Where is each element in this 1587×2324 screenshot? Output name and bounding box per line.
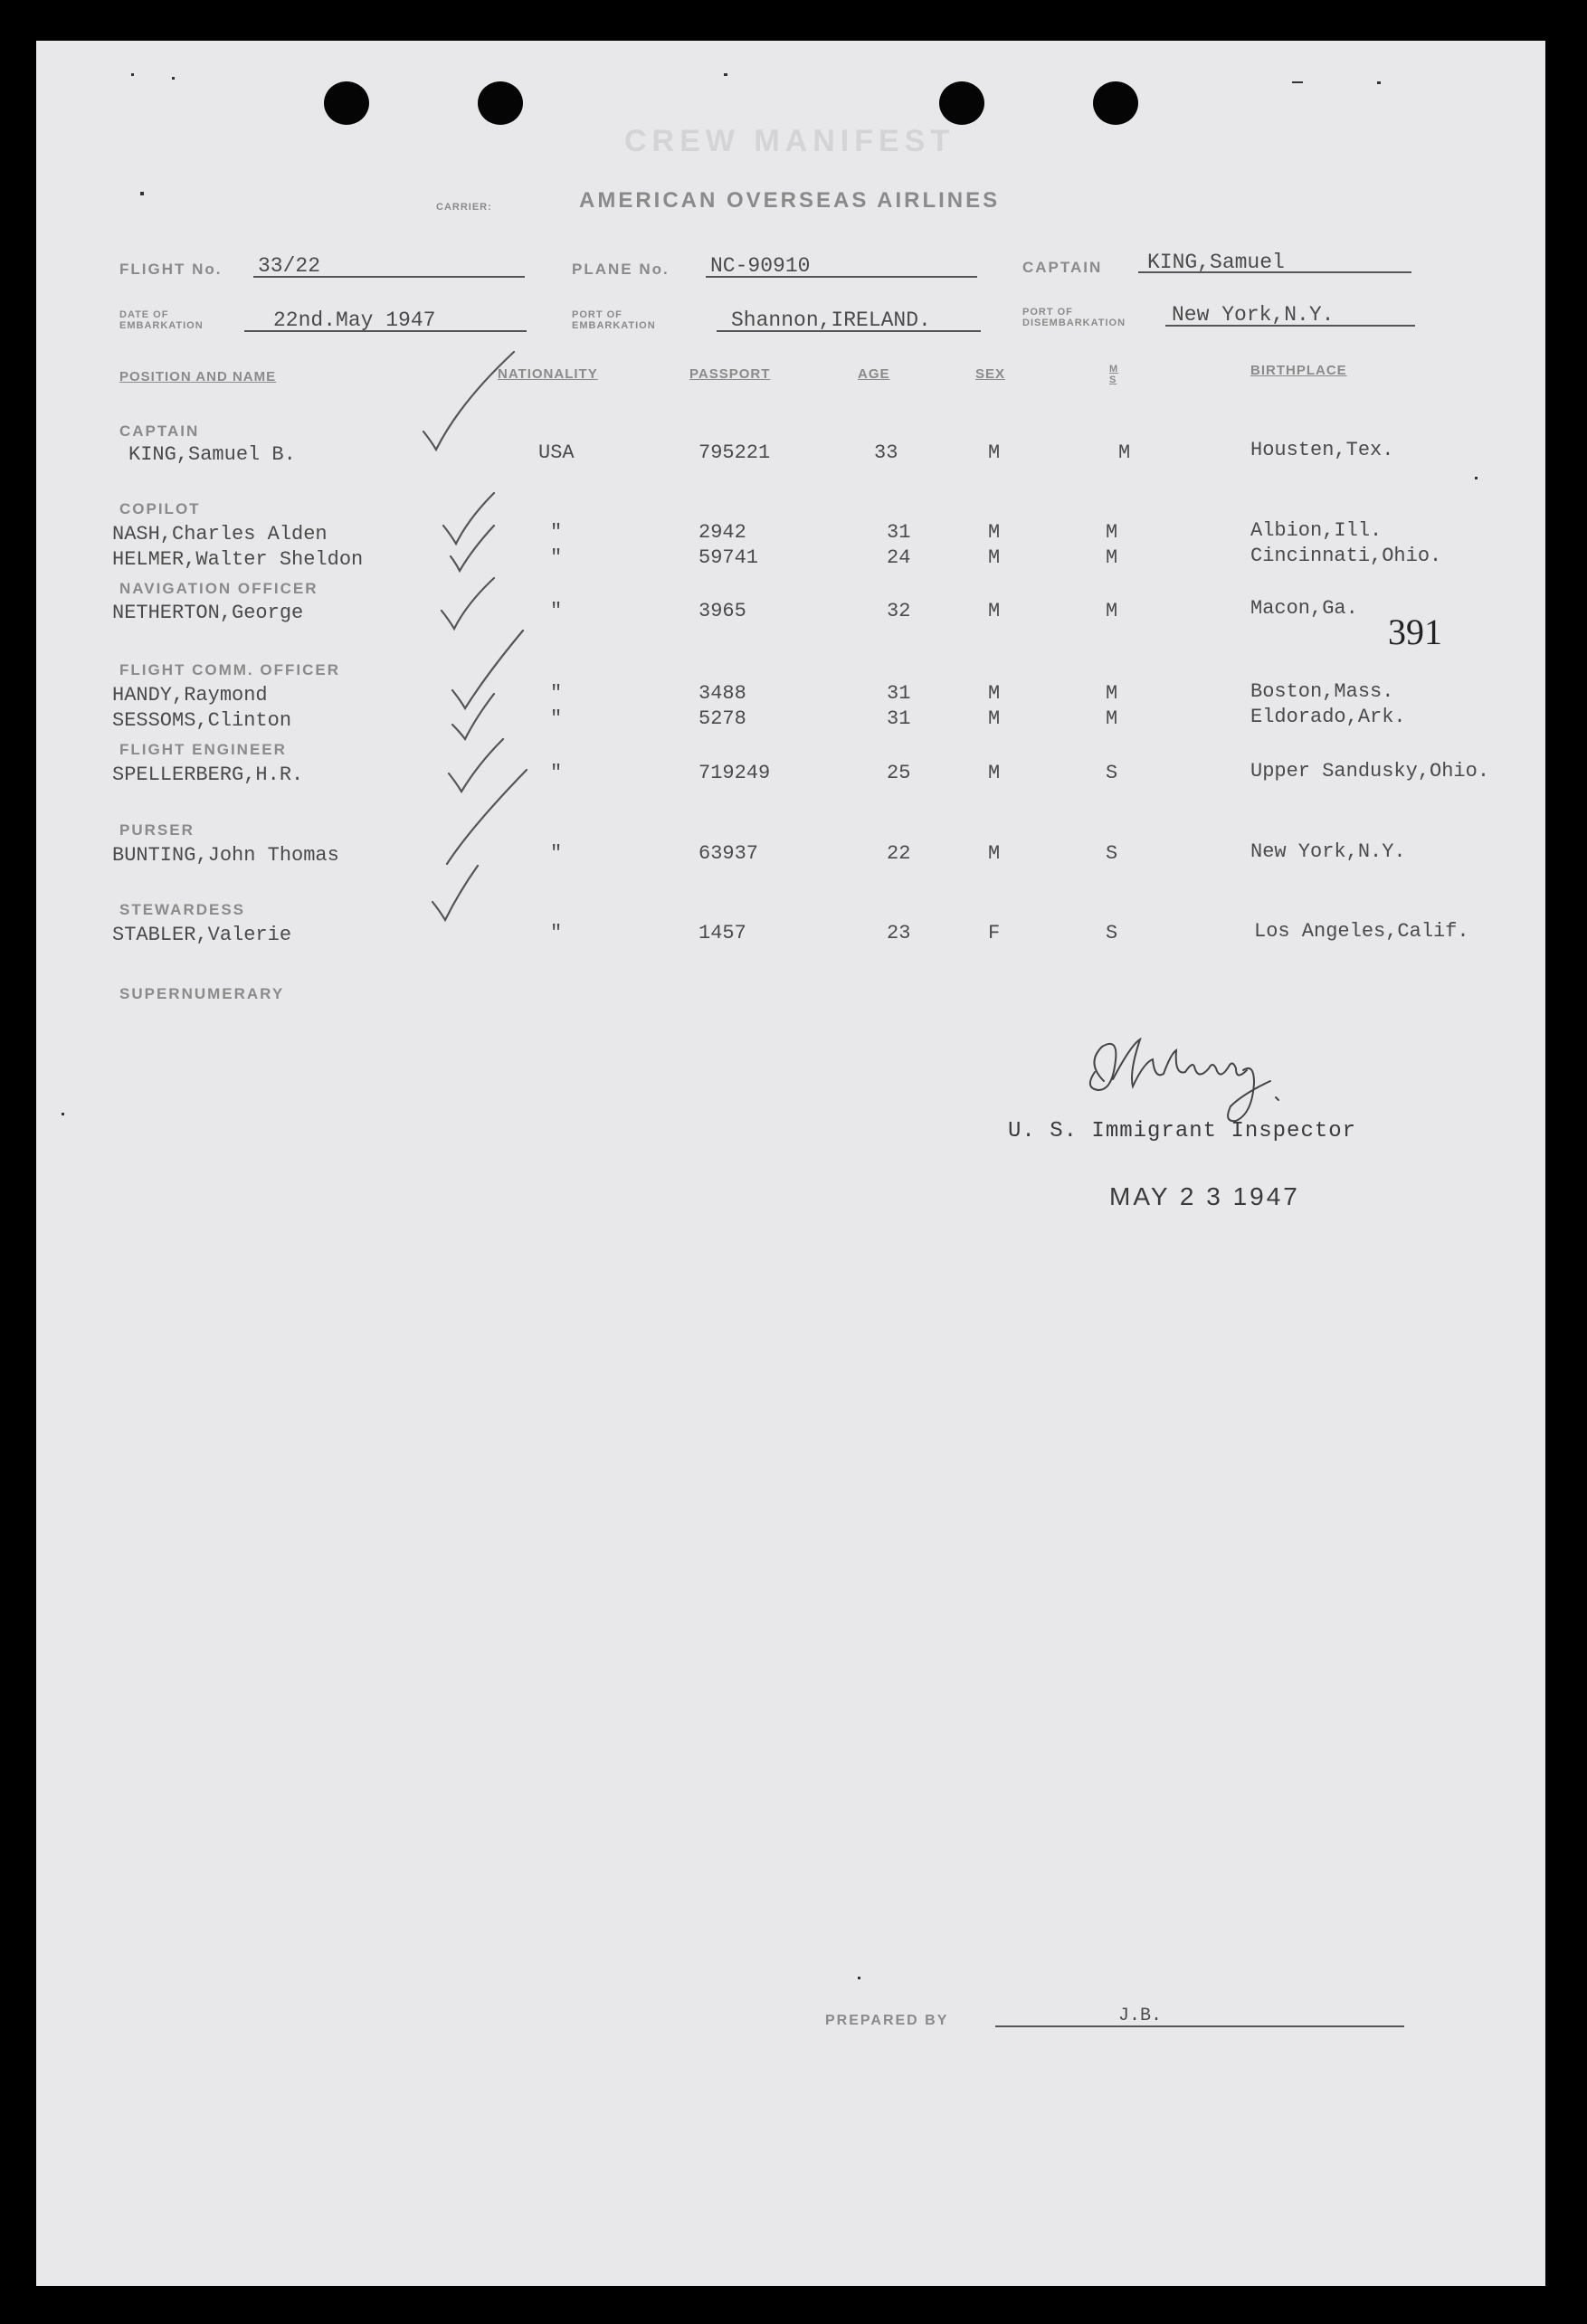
crew-marital-status: S xyxy=(1106,762,1118,784)
captain-underline xyxy=(1138,271,1411,273)
position-navigation-officer: NAVIGATION OFFICER xyxy=(119,580,318,597)
crew-birthplace: Eldorado,Ark. xyxy=(1250,706,1406,728)
crew-age: 31 xyxy=(887,521,911,544)
col-birthplace-header: BIRTHPLACE xyxy=(1250,363,1347,378)
crew-birthplace: Boston,Mass. xyxy=(1250,680,1394,703)
crew-marital-status: M xyxy=(1106,600,1118,622)
position-supernumerary: SUPERNUMERARY xyxy=(119,985,285,1002)
crew-marital-status: S xyxy=(1106,922,1118,944)
crew-nationality: " xyxy=(550,842,563,865)
prepared-by-underline xyxy=(995,2025,1404,2027)
date-value: 22nd.May 1947 xyxy=(273,308,436,332)
check-mark-icon xyxy=(432,866,478,920)
col-ms-header xyxy=(1109,364,1118,385)
crew-nationality: " xyxy=(550,521,563,544)
crew-passport: 719249 xyxy=(698,762,771,784)
crew-name: NETHERTON,George xyxy=(112,602,304,624)
crew-name: SPELLERBERG,H.R. xyxy=(112,764,304,786)
date-underline xyxy=(244,330,527,332)
speck xyxy=(1475,477,1478,479)
col-age-header: AGE xyxy=(858,366,890,382)
port-embarkation-underline xyxy=(717,330,981,332)
crew-age: 23 xyxy=(887,922,911,944)
prepared-by-value: J.B. xyxy=(1118,2006,1163,2026)
crew-nationality: " xyxy=(550,707,563,730)
crew-age: 22 xyxy=(887,842,911,865)
crew-marital-status: M xyxy=(1118,441,1131,464)
crew-nationality: " xyxy=(550,546,563,569)
crew-nationality: " xyxy=(550,600,563,622)
position-stewardess: STEWARDESS xyxy=(119,901,246,918)
nationality-checkmarks xyxy=(416,348,561,1000)
speck xyxy=(724,73,727,76)
check-mark-icon xyxy=(451,526,494,571)
port-disembarkation-label-line-1: PORT OF xyxy=(1022,307,1073,318)
crew-marital-status: S xyxy=(1106,842,1118,865)
crew-passport: 795221 xyxy=(698,441,771,464)
crew-marital-status: M xyxy=(1106,546,1118,569)
port-disembarkation-label-line-2: DISEMBARKATION xyxy=(1022,318,1126,328)
crew-sex: F xyxy=(988,922,1001,944)
captain-label: CAPTAIN xyxy=(1022,259,1103,276)
crew-nationality: " xyxy=(550,762,563,784)
manifest-title: CREW MANIFEST xyxy=(624,124,955,158)
crew-birthplace: New York,N.Y. xyxy=(1250,840,1406,863)
crew-age: 33 xyxy=(874,441,898,464)
crew-sex: M xyxy=(988,521,1001,544)
crew-name: HANDY,Raymond xyxy=(112,684,268,707)
crew-passport: 59741 xyxy=(698,546,759,569)
crew-marital-status: M xyxy=(1106,707,1118,730)
crew-nationality: " xyxy=(550,682,563,705)
crew-sex: M xyxy=(988,600,1001,622)
position-purser: PURSER xyxy=(119,821,195,839)
crew-name: KING,Samuel B. xyxy=(128,443,296,466)
position-copilot: COPILOT xyxy=(119,500,201,517)
crew-name: BUNTING,John Thomas xyxy=(112,844,339,867)
port-disembarkation-value: New York,N.Y. xyxy=(1172,303,1335,327)
check-mark-icon xyxy=(442,578,494,629)
date-label-line-2: EMBARKATION xyxy=(119,320,204,331)
position-flight-comm-officer: FLIGHT COMM. OFFICER xyxy=(119,661,340,678)
crew-name: SESSOMS,Clinton xyxy=(112,709,292,732)
crew-sex: M xyxy=(988,762,1001,784)
speck xyxy=(858,1977,860,1979)
port-embarkation-label xyxy=(572,309,656,331)
crew-marital-status: M xyxy=(1106,521,1118,544)
speck xyxy=(131,73,134,76)
crew-name: STABLER,Valerie xyxy=(112,924,292,946)
col-ms-header-line-1: M xyxy=(1109,364,1119,375)
flight-label: FLIGHT No. xyxy=(119,261,223,278)
date-label-line-1: DATE OF xyxy=(119,309,169,320)
position-captain: CAPTAIN xyxy=(119,422,200,440)
col-ms-header-line-2: S xyxy=(1109,375,1117,385)
crew-birthplace: Albion,Ill. xyxy=(1250,519,1383,542)
manifest-page xyxy=(36,41,1545,2286)
crew-birthplace: Cincinnati,Ohio. xyxy=(1250,545,1442,567)
flight-value: 33/22 xyxy=(258,254,321,278)
crew-sex: M xyxy=(988,842,1001,865)
crew-nationality: " xyxy=(550,922,563,944)
check-mark-icon xyxy=(447,770,527,864)
port-embarkation-label-line-1: PORT OF xyxy=(572,309,622,320)
speck xyxy=(140,192,144,195)
col-nationality-header: NATIONALITY xyxy=(498,366,598,382)
crew-passport: 3965 xyxy=(698,600,746,622)
punch-hole-2 xyxy=(478,81,523,125)
port-disembarkation-label xyxy=(1022,307,1126,328)
port-embarkation-value: Shannon,IRELAND. xyxy=(731,308,931,332)
col-position-header: POSITION AND NAME xyxy=(119,369,277,384)
col-passport-header: PASSPORT xyxy=(689,366,771,382)
check-mark-icon xyxy=(443,493,494,544)
crew-age: 24 xyxy=(887,546,911,569)
page-number: 391 xyxy=(1388,612,1442,652)
crew-age: 25 xyxy=(887,762,911,784)
crew-birthplace: Upper Sandusky,Ohio. xyxy=(1250,760,1490,783)
flight-underline xyxy=(253,276,525,278)
position-flight-engineer: FLIGHT ENGINEER xyxy=(119,741,287,758)
check-mark-icon xyxy=(449,739,503,792)
prepared-by-label: PREPARED BY xyxy=(825,2013,949,2028)
crew-passport: 3488 xyxy=(698,682,746,705)
crew-marital-status: M xyxy=(1106,682,1118,705)
speck xyxy=(172,77,175,80)
crew-passport: 5278 xyxy=(698,707,746,730)
crew-nationality: USA xyxy=(538,441,575,464)
plane-value: NC-90910 xyxy=(710,254,811,278)
crew-age: 32 xyxy=(887,600,911,622)
crew-name: NASH,Charles Alden xyxy=(112,523,328,545)
inspector-date-stamp: MAY 2 3 1947 xyxy=(1109,1182,1300,1210)
punch-hole-3 xyxy=(939,81,984,125)
crew-sex: M xyxy=(988,707,1001,730)
check-mark-icon xyxy=(452,694,494,739)
crew-age: 31 xyxy=(887,682,911,705)
speck xyxy=(62,1113,64,1115)
inspector-title: U. S. Immigrant Inspector xyxy=(1008,1119,1357,1143)
check-mark-icon xyxy=(423,352,514,450)
crew-name: HELMER,Walter Sheldon xyxy=(112,548,364,571)
check-mark-icon xyxy=(452,631,523,708)
carrier-label: CARRIER: xyxy=(436,202,492,213)
col-sex-header: SEX xyxy=(975,366,1006,382)
crew-birthplace: Los Angeles,Calif. xyxy=(1254,920,1469,943)
crew-birthplace: Macon,Ga. xyxy=(1250,597,1358,620)
port-embarkation-label-line-2: EMBARKATION xyxy=(572,320,656,331)
crew-passport: 63937 xyxy=(698,842,759,865)
crew-sex: M xyxy=(988,441,1001,464)
crew-passport: 2942 xyxy=(698,521,746,544)
captain-value: KING,Samuel xyxy=(1147,251,1285,274)
crew-passport: 1457 xyxy=(698,922,746,944)
speck xyxy=(1377,81,1381,84)
crew-sex: M xyxy=(988,546,1001,569)
date-label xyxy=(119,309,204,331)
inspector-signature xyxy=(1077,1027,1366,1126)
crew-age: 31 xyxy=(887,707,911,730)
carrier-value: AMERICAN OVERSEAS AIRLINES xyxy=(579,188,1001,213)
speck xyxy=(1292,81,1303,83)
plane-label: PLANE No. xyxy=(572,261,670,278)
punch-hole-4 xyxy=(1093,81,1138,125)
crew-birthplace: Housten,Tex. xyxy=(1250,439,1394,461)
port-disembarkation-underline xyxy=(1165,325,1415,327)
plane-underline xyxy=(706,276,977,278)
crew-sex: M xyxy=(988,682,1001,705)
punch-hole-1 xyxy=(324,81,369,125)
